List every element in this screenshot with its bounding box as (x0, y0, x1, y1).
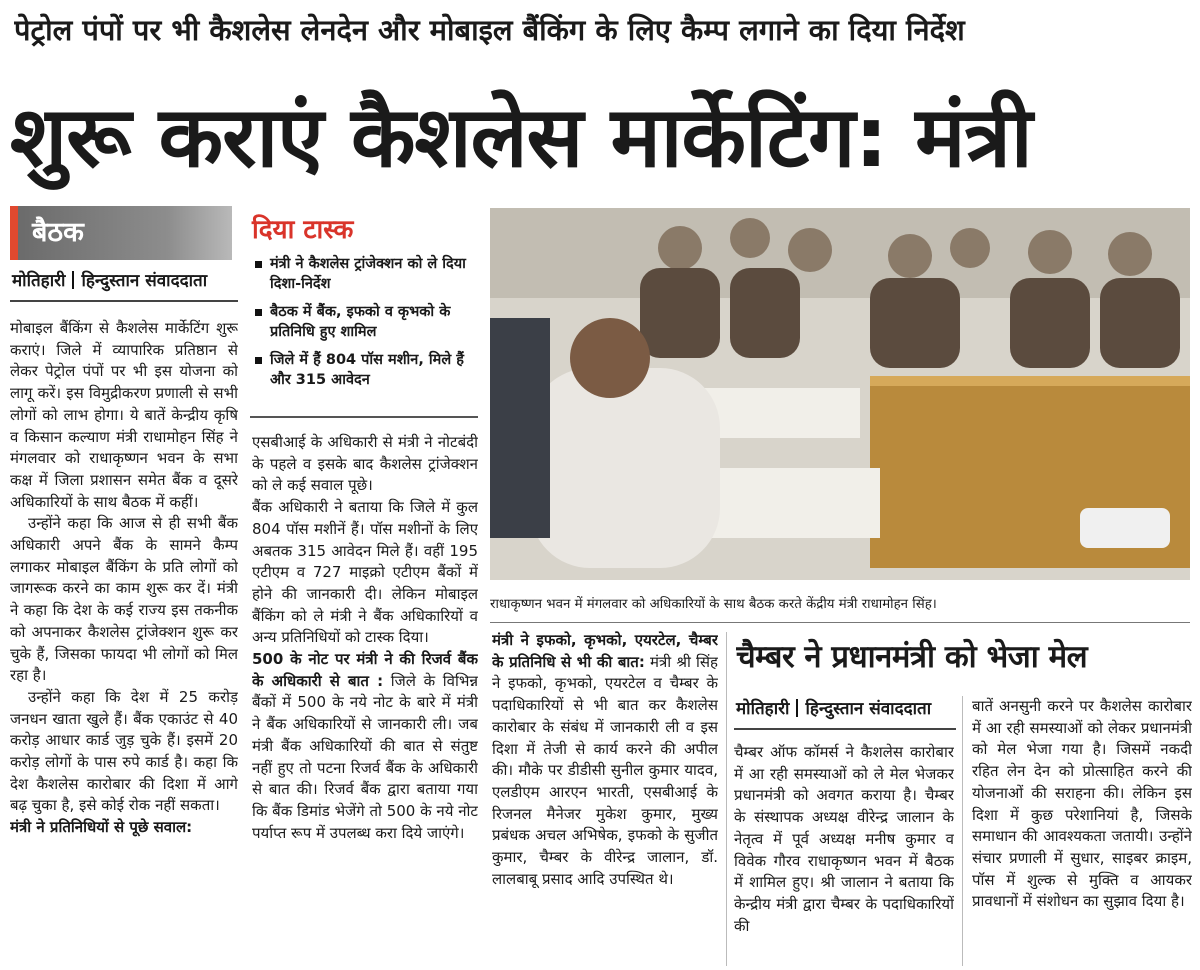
article-paragraph: मंत्री श्री सिंह ने इफको, कृभको, एयरटेल व चैम्बर के पदाधिकारियों से भी बात कर कैशलेस कारोबार के संबंध में जानकारी ली व इस दिशा में तेजी से कार्य करने की अपील की। मौके पर डीडीसी सुनील कुमार यादव, एलडीएम आरएन भारती, एसबीआई के रिजनल मैनेजर मुकेश कुमार, मुख्य प्रबंधक अचल अभिषेक, इफको के सुजीत कुमार, चैम्बर के वीरेन्द्र जालान, डॉ. लालबाबू प्रसाद आदि उपस्थित थे। (492, 652, 718, 888)
task-list-item (254, 254, 476, 294)
article-paragraph: बैंक अधिकारी ने बताया कि जिले में कुल 804 पॉस मशीनें हैं। पॉस मशीनों के लिए अबतक 315 आवेदन मिले हैं। वहीं 195 एटीएम व 727 माइक्रो एटीएम बैंकों में होने की जानकारी दी। लेकिन मोबाइल बैंकिंग को ले मंत्री ने बैंक अधिकारियों व अन्य प्रतिनिधियों को टास्क दिया। (252, 498, 478, 647)
task-box-title: दिया टास्क (252, 215, 354, 245)
meeting-photo-illustration (490, 208, 1190, 580)
article-paragraph: मोबाइल बैंकिंग से कैशलेस मार्केटिंग शुरू कराएं। जिले में व्यापारिक प्रतिष्ठान से लेकर पेट्रोल पंपों पर भी इस योजना को लागू करें। इस विमुद्रीकरण प्रणाली से सभी लोगों को लाभ होगा। ये बातें केन्द्रीय कृषि व किसान कल्याण मंत्री राधामोहन सिंह ने मंगलवार को राधाकृष्णन भवन के सभा कक्ष में जिला प्रशासन समेत बैंक व दूसरे अधिकारियों के साथ बैठक में कहीं। (10, 319, 238, 511)
kicker-headline: पेट्रोल पंपों पर भी कैशलेस लेनदेन और मोबाइल बैंकिंग के लिए कैम्प लगाने का दिया निर्देश (14, 13, 965, 47)
task-box-rule (250, 416, 478, 418)
bullet-icon (255, 357, 262, 364)
second-article-column-1 (734, 742, 954, 966)
news-photo (490, 208, 1190, 580)
dateline-source: हिन्दुस्तान संवाददाता (805, 699, 932, 719)
task-item-text: बैठक में बैंक, इफको व कृभको के प्रतिनिधि हुए शामिल (270, 304, 451, 340)
second-article-column-2 (972, 696, 1192, 966)
article-paragraph: एसबीआई के अधिकारी से मंत्री ने नोटबंदी के पहले व इसके बाद कैशलेस ट्रांजेक्शन को ले कई सवाल पूछे। (252, 433, 478, 495)
task-list (254, 254, 476, 398)
column-divider (962, 696, 963, 966)
article-paragraph: जिले के विभिन्न बैंकों में 500 के नये नोट के बारे में मंत्री ने बैंक अधिकारियों से जानकारी ली। जब मंत्री बैंक अधिकारियों की बात से संतुष्ट नहीं हुए तो पटना रिजर्व बैंक के अधिकारी से बात की। रिजर्व बैंक द्वारा बताया गया कि बैंक डिमांड भेजेंगे तो 500 के नये नोट पर्याप्त रूप में उपलब्ध करा दिये जाएंगे। (252, 671, 478, 842)
dateline-second (736, 698, 931, 720)
task-item-text: मंत्री ने कैशलेस ट्रांजेक्शन को ले दिया दिशा-निर्देश (270, 256, 466, 292)
dateline-place: मोतिहारी (736, 699, 790, 719)
dateline-separator (72, 271, 74, 289)
caption-rule (490, 622, 1190, 623)
dateline-place: मोतिहारी (12, 271, 66, 291)
subheading: 500 के नोट पर मंत्री ने की रिजर्व बैंक के अधिकारी से बात : (252, 650, 478, 690)
subheading: मंत्री ने प्रतिनिधियों से पूछे सवाल: (10, 818, 193, 837)
article-paragraph: बातें अनसुनी करने पर कैशलेस कारोबार में आ रही समस्याओं को लेकर प्रधानमंत्री को मेल भेजा गया है। जिसमें नकदी रहित लेन देन को प्रोत्साहित करने की योजनाओं की सराहना की। लेकिन इस दिशा में कुछ परेशानियां है, जिसके समाधान की आवश्यकता जतायी। उन्होंने संचार प्रणाली में सुधार, साइबर क्राइम, पॉस में शुल्क से मुक्ति व आयकर प्रावधानों में संशोधन का सुझाव दिया है। (972, 697, 1192, 911)
dateline-source: हिन्दुस्तान संवाददाता (81, 271, 208, 291)
section-tag-label: बैठक (32, 217, 84, 248)
article-column-3 (492, 630, 718, 966)
bullet-icon (255, 261, 262, 268)
section-tag (10, 206, 232, 260)
dateline-rule (734, 728, 956, 730)
main-headline: शुरू कराएं कैशलेस मार्केटिंग: मंत्री (10, 88, 1032, 186)
dateline-separator (796, 699, 798, 717)
article-paragraph: चैम्बर ऑफ कॉमर्स ने कैशलेस कारोबार में आ रही समस्याओं को ले मेल भेजकर प्रधानमंत्री को अवगत कराया है। चैम्बर के संस्थापक अध्यक्ष वीरेन्द्र जालान के नेतृत्व में पूर्व अध्यक्ष मनीष कुमार व विवेक गौरव राधाकृष्णन भवन में बैठक में शामिल हुए। श्री जालान ने बताया कि केन्द्रीय मंत्री द्वारा चैम्बर के पदाधिकारियों की (734, 743, 954, 935)
task-item-text: जिले में हैं 804 पॉस मशीन, मिले हैं और 315 आवेदन (270, 352, 464, 388)
task-list-item (254, 302, 476, 342)
article-column-1 (10, 318, 238, 966)
column-divider (726, 632, 727, 966)
dateline (12, 270, 207, 292)
subheading: मंत्री ने इफको, कृभको, एयरटेल, चैम्बर के प्रतिनिधि से भी की बात: (492, 631, 718, 671)
article-paragraph: उन्होंने कहा कि आज से ही सभी बैंक अधिकारी अपने बैंक के सामने कैम्प लगाकर मोबाइल बैंकिंग के प्रति लोगों को जागरूक करने का काम शुरू कर दें। मंत्री ने कहा कि देश के कई राज्य इस तकनीक को अपनाकर कैशलेस ट्रांजेक्शन शुरू कर चुके हैं, जिसका फायदा भी लोगों को मिल रहा है। (10, 514, 238, 685)
dateline-rule (10, 300, 238, 302)
photo-caption: राधाकृष्णन भवन में मंगलवार को अधिकारियों के साथ बैठक करते केंद्रीय मंत्री राधामोहन सिंह। (490, 597, 937, 612)
article-paragraph: उन्होंने कहा कि देश में 25 करोड़ जनधन खाता खुले हैं। बैंक एकाउंट से 40 करोड़ आधार कार्ड जुड़ चुके हैं। इसमें 20 करोड़ लोगों के पास रुपे कार्ड है। कहा कि देश कैशलेस कारोबार की दिशा में आगे बढ़ चुका है, इसे कोई रोक नहीं सकता। (10, 687, 238, 815)
second-headline: चैम्बर ने प्रधानमंत्री को भेजा मेल (736, 639, 1088, 675)
article-column-2 (252, 432, 478, 966)
bullet-icon (255, 309, 262, 316)
task-list-item (254, 350, 476, 390)
